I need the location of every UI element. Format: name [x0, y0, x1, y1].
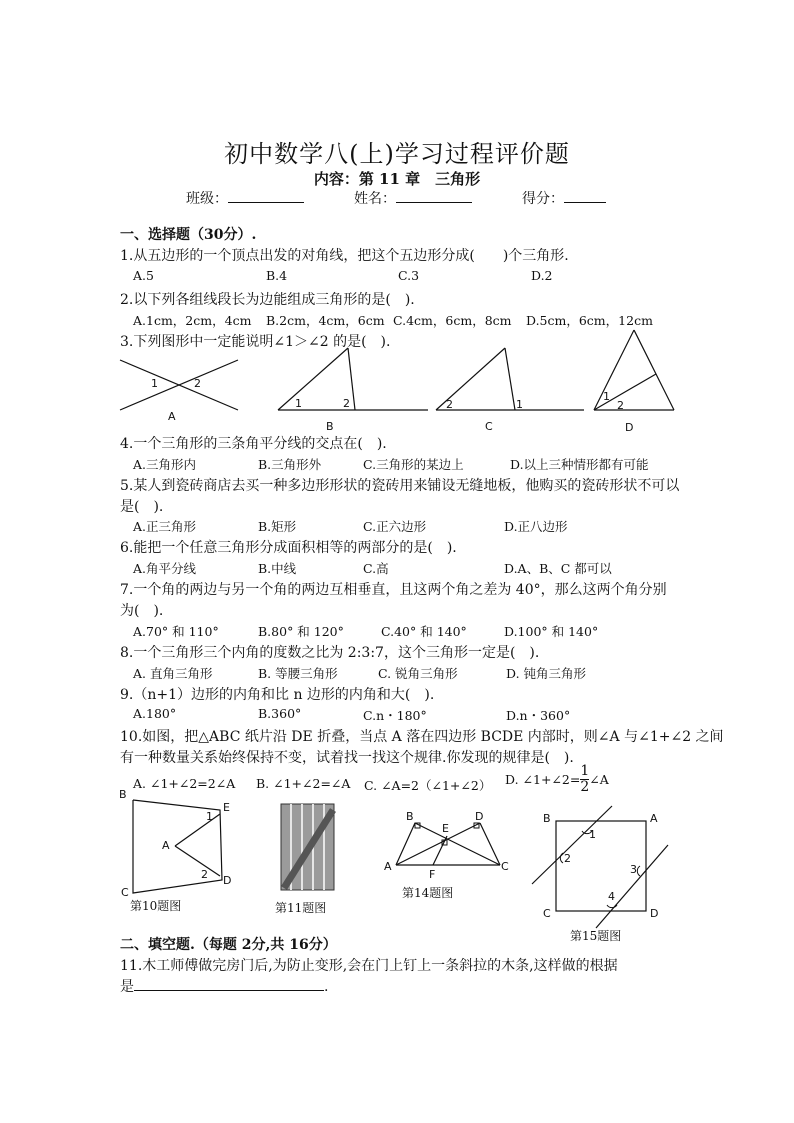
q10-option-a: A. ∠1+∠2=2∠A — [133, 776, 236, 791]
q3c-angle1-label: 1 — [516, 398, 523, 411]
q2-text: 2.以下列各组线段长为边能组成三角形的是( ). — [120, 292, 415, 308]
q10-text-line2: 有一种数量关系始终保持不变，试着找一找这个规律.你发现的规律是( ). — [120, 750, 574, 766]
q7-option-d: D.100° 和 140° — [504, 624, 599, 639]
fig14-label-b: B — [406, 810, 414, 823]
fig10-label-d: D — [223, 874, 232, 887]
class-label: 班级： — [186, 191, 228, 207]
page-title: 初中数学八(上)学习过程评价题 — [224, 140, 570, 168]
q11-answer-prefix: 是 — [120, 979, 134, 995]
figure-10 — [119, 788, 231, 913]
fig10-fold-ad — [175, 846, 220, 876]
q5-option-b: B.矩形 — [258, 519, 297, 534]
fig14-ad — [396, 823, 480, 865]
figure-11 — [275, 804, 334, 915]
q6-option-c: C.高 — [363, 561, 389, 576]
q5-text-line1: 5.某人到瓷砖商店去买一种多边形形状的瓷砖用来铺设无缝地板，他购买的瓷砖形状不可以 — [120, 478, 680, 494]
q10-option-d-prefix: D. ∠1+∠2= — [505, 772, 581, 787]
q6-option-d: D.A、B、C 都可以 — [504, 561, 612, 576]
q7-option-c: C.40° 和 140° — [381, 624, 467, 639]
section2-heading: 二、填空题.（每题 2分,共 16分） — [120, 937, 337, 953]
q3a-angle2-label: 2 — [194, 377, 201, 390]
q11-answer-blank — [134, 976, 324, 991]
q9-option-b: B.360° — [258, 706, 302, 721]
q2-option-c: C.4cm，6cm，8cm — [393, 313, 512, 328]
q3d-angle1-label: 1 — [603, 390, 610, 403]
fig10-label-b: B — [119, 788, 127, 801]
fig10-label-1: 1 — [206, 810, 213, 823]
fig15-label-4: 4 — [608, 890, 615, 903]
fig10-fold-ae — [175, 814, 220, 846]
q3b-angle1-label: 1 — [295, 397, 302, 410]
q1-option-a: A.5 — [133, 268, 154, 283]
figure-14 — [384, 810, 509, 900]
fig15-label-3: 3 — [630, 863, 637, 876]
q7-option-b: B.80° 和 120° — [258, 624, 344, 639]
fig14-label-c: C — [501, 860, 509, 873]
q6-option-b: B.中线 — [258, 561, 297, 576]
fig15-label-a: A — [650, 812, 658, 825]
q11-text-line2 — [120, 976, 328, 996]
q3-text: 3.下列图形中一定能说明∠1＞∠2 的是( ). — [120, 334, 391, 350]
q5-option-a: A.正三角形 — [133, 519, 197, 534]
q3d-label: D — [625, 421, 634, 434]
fig14-label-e: E — [442, 822, 449, 835]
fig15-label-c: C — [543, 907, 551, 920]
q1-option-d: D.2 — [531, 268, 553, 283]
q10-option-d-numerator: 1 — [580, 763, 590, 779]
q5-text-line2: 是( ). — [120, 499, 164, 515]
q1-option-b: B.4 — [266, 268, 288, 283]
q8-option-b: B. 等腰三角形 — [258, 666, 338, 681]
page-subtitle: 内容：第 11 章 三角形 — [313, 170, 481, 188]
q6-option-a: A.角平分线 — [133, 561, 197, 576]
q6-text: 6.能把一个任意三角形分成面积相等的两部分的是( ). — [120, 540, 457, 556]
q3a-label: A — [168, 410, 176, 423]
fig15-label-b: B — [543, 812, 551, 825]
q7-text-line1: 7.一个角的两边与另一个角的两边互相垂直，且这两个角之差为 40°，那么这两个角分别 — [120, 582, 667, 598]
q3a-angle1-label: 1 — [151, 377, 158, 390]
figure-15 — [532, 806, 668, 943]
q4-option-a: A.三角形内 — [133, 457, 197, 472]
q2-option-a: A.1cm，2cm，4cm — [133, 313, 252, 328]
q3c-label: C — [485, 420, 493, 433]
q4-option-b: B.三角形外 — [258, 457, 322, 472]
q8-text: 8.一个三角形三个内角的度数之比为 2:3:7，这个三角形一定是( ). — [120, 645, 540, 661]
q9-option-d: D.n・360° — [506, 708, 571, 723]
q9-option-a: A.180° — [133, 706, 177, 721]
fig14-ab — [396, 823, 415, 865]
q3c-angle2-label: 2 — [446, 398, 453, 411]
name-label: 姓名： — [354, 191, 396, 207]
q4-text: 4.一个三角形的三条角平分线的交点在( ). — [120, 436, 387, 452]
q7-text-line2: 为( ). — [120, 603, 164, 619]
fig14-label-d: D — [475, 810, 484, 823]
section1-heading: 一、选择题（30分）. — [120, 227, 257, 243]
q5-option-c: C.正六边形 — [363, 519, 427, 534]
q11-period: . — [324, 979, 329, 995]
fig15-label-1: 1 — [589, 828, 596, 841]
q8-option-a: A. 直角三角形 — [133, 666, 213, 681]
fig15-label-d: D — [650, 907, 659, 920]
fig15-label-2: 2 — [564, 852, 571, 865]
q1-text: 1.从五边形的一个顶点出发的对角线，把这个五边形分成( )个三角形. — [120, 248, 569, 264]
q3b-angle2-label: 2 — [343, 397, 350, 410]
fig14-bc — [415, 823, 500, 865]
fig14-caption: 第14题图 — [402, 886, 454, 900]
q11-text-line1: 11.木工师傅做完房门后,为防止变形,会在门上钉上一条斜拉的木条,这样做的根据 — [120, 958, 618, 974]
q10-option-b: B. ∠1+∠2=∠A — [256, 776, 351, 791]
q3b-label: B — [326, 420, 334, 433]
fig10-label-2: 2 — [201, 868, 208, 881]
q1-option-c: C.3 — [398, 268, 420, 283]
q10-text-line1: 10.如图，把△ABC 纸片沿 DE 折叠，当点 A 落在四边形 BCDE 内部时，则∠A 与∠1+∠2 之间 — [120, 729, 724, 745]
q2-option-b: B.2cm，4cm，6cm — [266, 313, 385, 328]
fig11-caption: 第11题图 — [275, 901, 327, 915]
q3d-angle2-label: 2 — [617, 399, 624, 412]
q9-option-c: C.n・180° — [363, 708, 427, 723]
q8-option-d: D. 钝角三角形 — [506, 666, 587, 681]
fig14-label-a: A — [384, 860, 392, 873]
q8-option-c: C. 锐角三角形 — [378, 666, 458, 681]
fig14-dc — [480, 823, 500, 865]
q9-text: 9.（n+1）边形的内角和比 n 边形的内角和大( ). — [120, 687, 435, 703]
fig14-label-f: F — [429, 868, 436, 881]
q2-option-d: D.5cm，6cm，12cm — [526, 313, 653, 328]
q4-option-c: C.三角形的某边上 — [363, 457, 464, 472]
q10-option-d-suffix: ∠A — [589, 772, 609, 787]
q10-option-c: C. ∠A=2（∠1+∠2） — [364, 778, 492, 793]
score-label: 得分： — [522, 191, 564, 207]
fig15-caption: 第15题图 — [570, 929, 622, 943]
q4-option-d: D.以上三种情形都有可能 — [510, 457, 649, 472]
q5-option-d: D.正八边形 — [504, 519, 568, 534]
q7-option-a: A.70° 和 110° — [133, 624, 219, 639]
fig10-label-e: E — [223, 801, 230, 814]
fig10-label-c: C — [121, 886, 129, 899]
fig10-label-a: A — [162, 839, 170, 852]
fig10-caption: 第10题图 — [130, 899, 182, 913]
fig15-arc3 — [637, 866, 640, 876]
q10-option-d-denominator: 2 — [580, 779, 590, 795]
